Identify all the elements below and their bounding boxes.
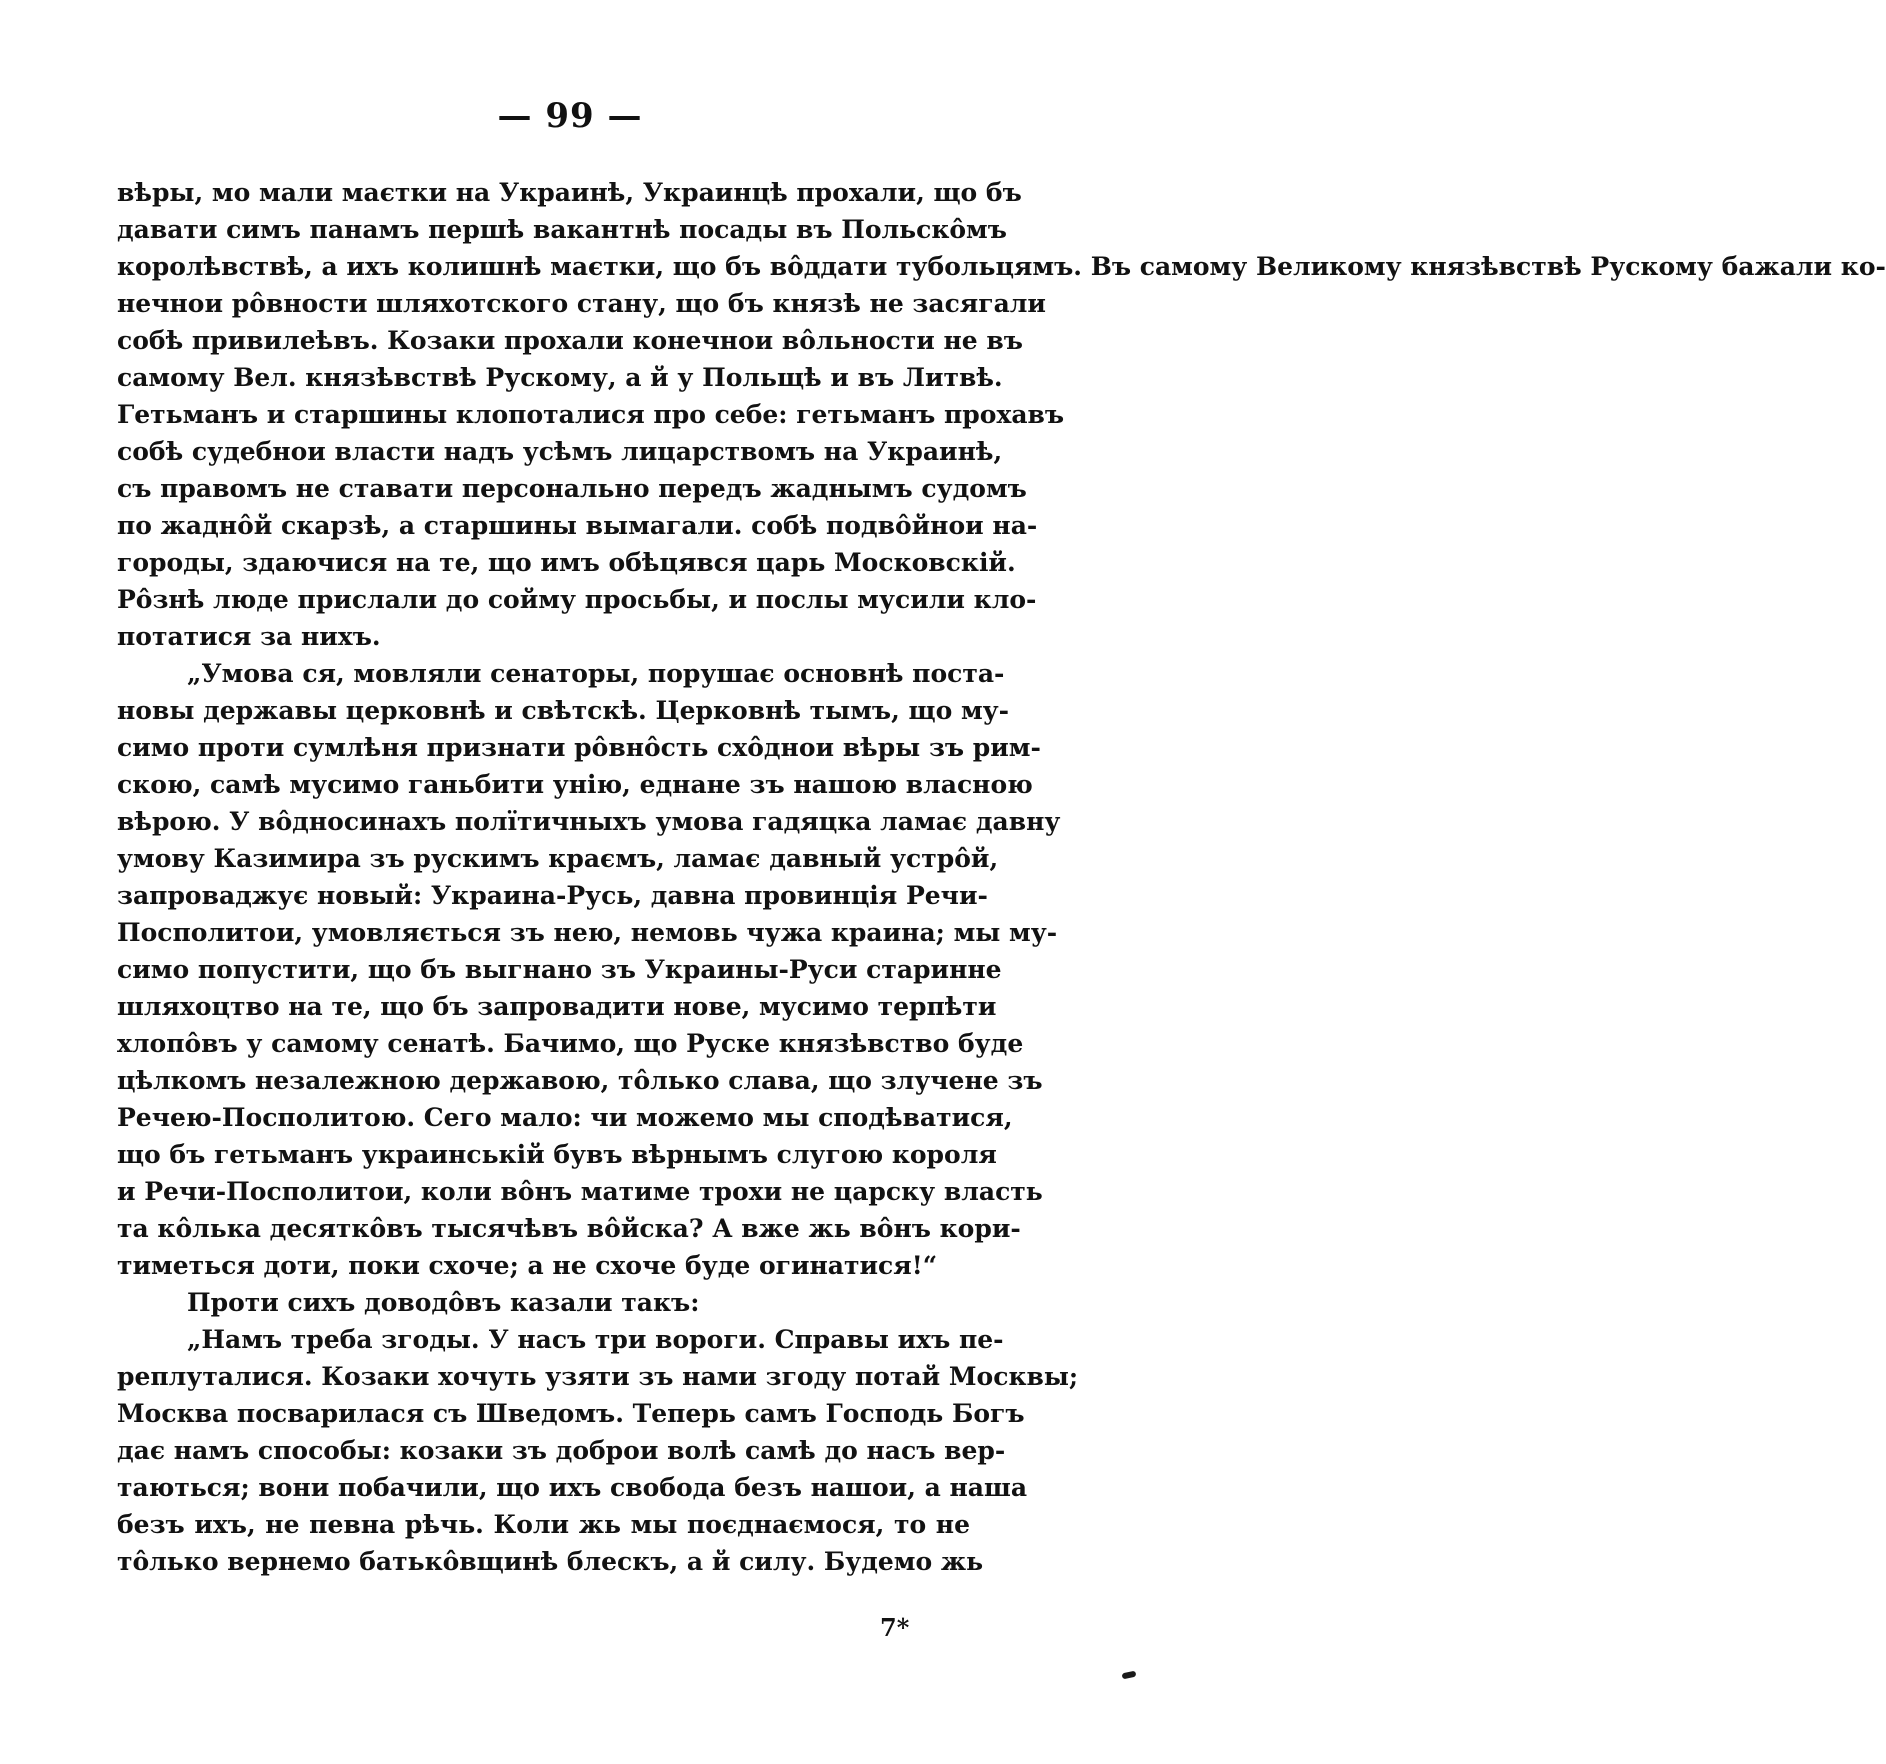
text-line: по жаднôй скарзѣ, а старшины вымагали. собѣ подвôйнои на- [117,511,1038,540]
text-line: съ правомъ не ставати персонально передъ жаднымъ судомъ [117,474,1027,503]
body-text [117,174,1886,1580]
text-line: давати симъ панамъ першѣ вакантнѣ посады въ Польскôмъ [117,215,1007,244]
text-line: городы, здаючися на те, що имъ обѣцявся царь Московскій. [117,548,1016,577]
text-line: вѣры, мо мали маєтки на Украинѣ, Украинцѣ прохали, що бъ [117,178,1022,207]
text-line: симо проти сумлѣня признати рôвнôсть схôднои вѣры зъ рим- [117,733,1041,762]
text-line: вѣрою. У вôдносинахъ полїтичныхъ умова гадяцка ламає давну [117,807,1061,836]
text-line: королѣвствѣ, а ихъ колишнѣ маєтки, що бъ вôддати тубольцямъ. Въ самому Великому князѣвствѣ Рускому бажали ко- [117,252,1886,281]
printer-signature-mark: 7* [880,1613,910,1642]
text-line: дає намъ способы: козаки зъ доброи волѣ самѣ до насъ вер- [117,1436,1006,1465]
text-line: скою, самѣ мусимо ганьбити унію, еднане зъ нашою власною [117,770,1033,799]
text-line: запроваджує новый: Украина-Русь, давна провинція Речи- [117,881,988,910]
text-line: Рôзнѣ люде прислали до сойму просьбы, и послы мусили кло- [117,585,1037,614]
text-line: „Умова ся, мовляли сенаторы, порушає основнѣ поста- [187,659,1005,688]
text-line: Проти сихъ доводôвъ казали такъ: [187,1288,700,1317]
text-line: Москва посварилася съ Шведомъ. Теперь самъ Господь Богъ [117,1399,1025,1428]
scan-edge-smudge [1122,1671,1137,1680]
text-line: собѣ привилеѣвъ. Козаки прохали конечнои вôльности не въ [117,326,1023,355]
text-line: нечнои рôвности шляхотского стану, що бъ князѣ не засягали [117,289,1046,318]
text-line: Посполитои, умовляється зъ нею, немовь чужа краина; мы му- [117,918,1058,947]
page-number: — 99 — [497,96,643,136]
text-line: и Речи-Посполитои, коли вôнъ матиме трохи не царску власть [117,1177,1043,1206]
text-line: собѣ судебнои власти надъ усѣмъ лицарствомъ на Украинѣ, [117,437,1003,466]
text-line: шляхоцтво на те, що бъ запровадити нове, мусимо терпѣти [117,992,997,1021]
text-line: та кôлька десяткôвъ тысячѣвъ вôйска? А вже жь вôнъ кори- [117,1214,1021,1243]
text-line: реплуталися. Козаки хочуть узяти зъ нами згоду потай Москвы; [117,1362,1079,1391]
text-line: тôлько вернемо батькôвщинѣ блескъ, а й силу. Будемо жь [117,1547,984,1576]
text-line: новы державы церковнѣ и свѣтскѣ. Церковнѣ тымъ, що му- [117,696,1010,725]
text-line: що бъ гетьманъ украинській бувъ вѣрнымъ слугою короля [117,1140,997,1169]
text-line: тиметься доти, поки схоче; а не схоче буде огинатися!“ [117,1251,938,1280]
text-line: таються; вони побачили, що ихъ свобода безъ нашои, а наша [117,1473,1028,1502]
text-line: симо попустити, що бъ выгнано зъ Украины-Руси старинне [117,955,1002,984]
text-line: безъ ихъ, не певна рѣчь. Коли жь мы поєднаємося, то не [117,1510,970,1539]
text-line: умову Казимира зъ рускимъ краємъ, ламає давный устрôй, [117,844,999,873]
text-line: „Намъ треба згоды. У насъ три вороги. Справы ихъ пе- [187,1325,1004,1354]
text-line: самому Вел. князѣвствѣ Рускому, а й у Польщѣ и въ Литвѣ. [117,363,1003,392]
text-line: хлопôвъ у самому сенатѣ. Бачимо, що Руске князѣвство буде [117,1029,1024,1058]
text-line: цѣлкомъ незалежною державою, тôлько слава, що злучене зъ [117,1066,1043,1095]
text-line: Речею-Посполитою. Сего мало: чи можемо мы сподѣватися, [117,1103,1013,1132]
text-line: Гетьманъ и старшины клопоталися про себе: гетьманъ прохавъ [117,400,1065,429]
text-line: потатися за нихъ. [117,622,381,651]
